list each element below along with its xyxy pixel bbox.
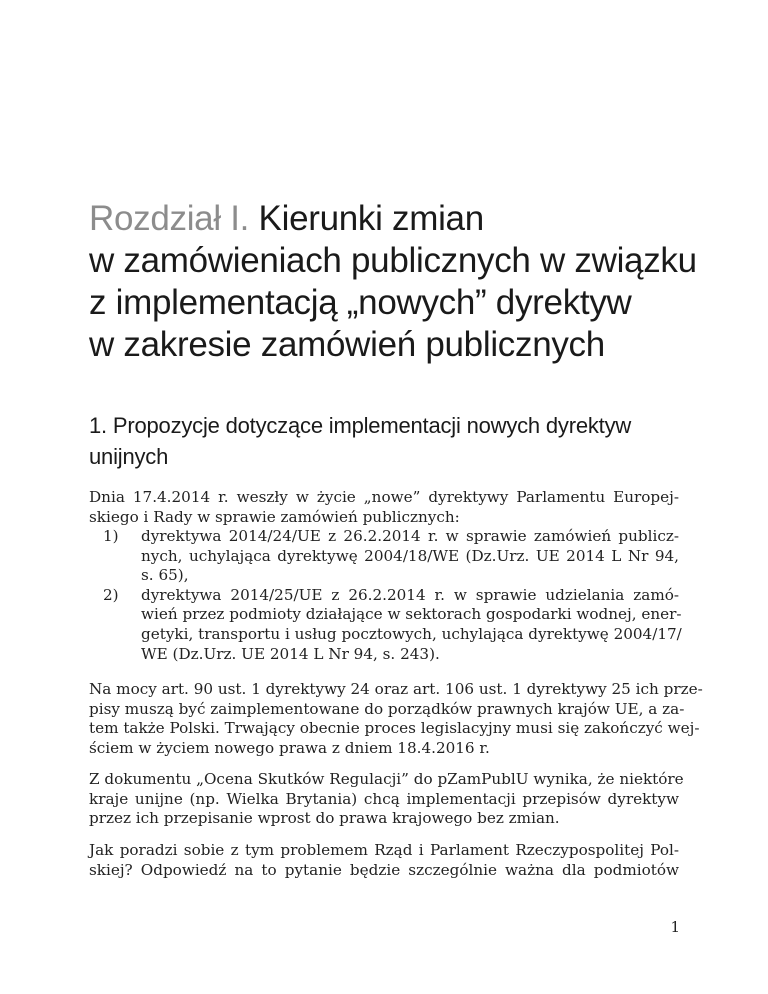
list-number: 1) [103,527,119,545]
page-number: 1 [670,918,680,936]
paragraph-regulatory-assessment [89,770,684,829]
text-line: Dnia 17.4.2014 r. weszły w życie „nowe” dyrektywy Parlamentu Europej- [89,488,679,506]
chapter-prefix: Rozdział I. [89,199,250,238]
text-line: wień przez podmioty działające w sektorach gospodarki wodnej, ener- [141,605,682,624]
section-heading [89,410,749,472]
directive-list [89,527,682,664]
section-heading-line: unijnych [89,444,169,469]
intro-paragraph [89,488,679,527]
text-line: tem także Polski. Trwający obecnie proces legislacyjny musi się zakończyć wej- [89,719,700,738]
paragraph-implementation-deadline [89,680,703,758]
text-line: kraje unijne (np. Wielka Brytania) chcą implementacji przepisów dyrektyw [89,789,679,808]
text-line: dyrektywa 2014/25/UE z 26.2.2014 r. w sprawie udzielania zamó- [141,585,679,604]
text-line: Jak poradzi sobie z tym problemem Rząd i Parlament Rzeczypospolitej Pol- [89,841,679,859]
text-line: nych, uchylająca dyrektywę 2004/18/WE (Dz.Urz. UE 2014 L Nr 94, [141,546,679,565]
text-line: skiego i Rady w sprawie zamówień publicznych: [89,507,460,526]
text-line: przez ich przepisanie wprost do prawa krajowego bez zmian. [89,809,560,828]
chapter-title [89,198,739,366]
text-line: pisy muszą być zaimplementowane do porządków prawnych krajów UE, a za- [89,699,685,718]
list-number: 2) [103,585,119,604]
text-line: Z dokumentu „Ocena Skutków Regulacji” do pZamPublU wynika, że niektóre [89,770,684,788]
text-line: skiej? Odpowiedź na to pytanie będzie szczególnie ważna dla podmiotów [89,860,679,879]
chapter-title-line: w zakresie zamówień publicznych [89,325,605,364]
text-line: getyki, transportu i usług pocztowych, uchylająca dyrektywę 2004/17/ [141,624,682,643]
chapter-title-line: z implementacją „nowych” dyrektyw [89,283,632,322]
list-item [89,527,679,586]
text-line: Na mocy art. 90 ust. 1 dyrektywy 24 oraz art. 106 ust. 1 dyrektywy 25 ich prze- [89,680,703,698]
text-line: ściem w życiem nowego prawa z dniem 18.4.2016 r. [89,738,490,757]
chapter-title-line: Kierunki zmian [258,199,484,238]
paragraph-government-question [89,841,679,880]
list-item [89,585,682,664]
text-line: dyrektywa 2014/24/UE z 26.2.2014 r. w sprawie zamówień publicz- [141,527,679,545]
text-line: s. 65), [141,566,189,585]
chapter-title-line: w zamówieniach publicznych w związku [89,241,697,280]
section-heading-line: 1. Propozycje dotyczące implementacji nowych dyrektyw [89,413,632,438]
text-line: WE (Dz.Urz. UE 2014 L Nr 94, s. 243). [141,644,440,663]
